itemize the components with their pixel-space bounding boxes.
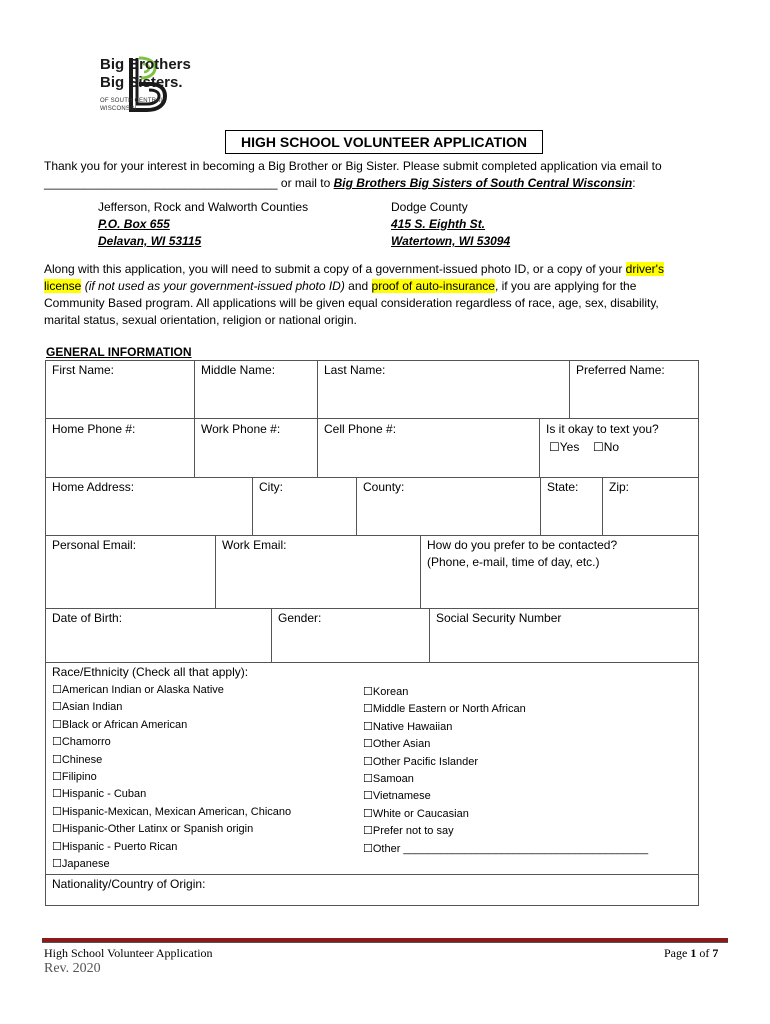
state-cell[interactable]: State: xyxy=(540,477,603,536)
race-option-checkbox[interactable]: ☐White or Caucasian xyxy=(363,807,469,820)
preferred-name-cell[interactable]: Preferred Name: xyxy=(569,360,699,419)
gender-cell[interactable]: Gender: xyxy=(271,608,430,663)
text-yes-checkbox[interactable]: ☐Yes xyxy=(549,440,580,454)
race-option-checkbox[interactable]: ☐Chinese xyxy=(52,753,103,766)
contact-pref-cell[interactable]: How do you prefer to be contacted? (Phone, e-mail, time of day, etc.) xyxy=(420,535,699,609)
race-option-checkbox[interactable]: ☐Other Asian xyxy=(363,738,431,751)
page-title: HIGH SCHOOL VOLUNTEER APPLICATION xyxy=(225,130,543,154)
race-option-checkbox[interactable]: ☐Vietnamese xyxy=(363,790,431,803)
revision-label: Rev. 2020 xyxy=(44,961,101,976)
logo-subtitle: OF SOUTH CENTRAL WISCONSIN xyxy=(100,98,164,112)
requirements-paragraph: Along with this application, you will need to submit a copy of a government-issued photo ID, or a copy of your driver's license (if not used as your government-issued photo ID) and proof of auto-insurance, if you are applying for the Community Based program. All applications will be given equal consideration regardless of race, age, sex, disability, marital status, sexual orientation, religion or national origin. xyxy=(44,262,664,327)
section-heading: GENERAL INFORMATION xyxy=(46,345,192,359)
ssn-cell[interactable]: Social Security Number xyxy=(429,608,699,663)
logo-text-line1: Big Brothers xyxy=(100,56,191,73)
dob-cell[interactable]: Date of Birth: xyxy=(45,608,272,663)
address-right: Dodge County 415 S. Eighth St. Watertown, WI 53094 xyxy=(391,200,511,248)
race-option-checkbox[interactable]: ☐Hispanic-Other Latinx or Spanish origin xyxy=(52,823,254,836)
race-option-checkbox[interactable]: ☐Other ________________________________________ xyxy=(363,842,649,855)
race-option-checkbox[interactable]: ☐Native Hawaiian xyxy=(363,720,453,733)
race-option-checkbox[interactable]: ☐Filipino xyxy=(52,770,97,783)
race-cell: Race/Ethnicity (Check all that apply): xyxy=(45,662,699,875)
race-option-checkbox[interactable]: ☐Hispanic - Puerto Rican xyxy=(52,840,178,853)
logo-text-line2: Big Sisters. xyxy=(100,74,183,91)
city-cell[interactable]: City: xyxy=(252,477,357,536)
page-number: Page 1 of 7 xyxy=(664,946,719,960)
intro-line2: ___________________________________ or mail to Big Brothers Big Sisters of South Central Wisconsin: xyxy=(44,176,636,190)
footer-rule-thin xyxy=(42,942,728,943)
home-address-cell[interactable]: Home Address: xyxy=(45,477,253,536)
first-name-cell[interactable]: First Name: xyxy=(45,360,195,419)
race-option-checkbox[interactable]: ☐Other Pacific Islander xyxy=(363,755,479,768)
race-option-checkbox[interactable]: ☐Hispanic-Mexican, Mexican American, Chicano xyxy=(52,805,292,818)
race-option-checkbox[interactable]: ☐Korean xyxy=(363,686,409,698)
race-option-checkbox[interactable]: ☐Prefer not to say xyxy=(363,825,454,838)
work-email-cell[interactable]: Work Email: xyxy=(215,535,421,609)
middle-name-cell[interactable]: Middle Name: xyxy=(194,360,318,419)
race-right-list xyxy=(363,684,648,858)
home-phone-cell[interactable]: Home Phone #: xyxy=(45,418,195,478)
footer-doc-title: High School Volunteer Application xyxy=(44,946,213,960)
race-option-checkbox[interactable]: ☐Japanese xyxy=(52,857,110,870)
intro-line1: Thank you for your interest in becoming a Big Brother or Big Sister. Please submit completed application via email to xyxy=(44,159,662,173)
nationality-cell[interactable]: Nationality/Country of Origin: xyxy=(52,877,206,891)
org-name: Big Brothers Big Sisters of South Central Wisconsin xyxy=(333,176,633,190)
race-option-checkbox[interactable]: ☐Middle Eastern or North African xyxy=(363,703,526,716)
race-option-checkbox[interactable]: ☐Samoan xyxy=(363,772,414,785)
race-option-checkbox[interactable]: ☐Black or African American xyxy=(52,718,188,731)
race-option-checkbox[interactable]: ☐Asian Indian xyxy=(52,701,123,714)
work-phone-cell[interactable]: Work Phone #: xyxy=(194,418,318,478)
race-option-checkbox[interactable]: ☐American Indian or Alaska Native xyxy=(52,684,224,696)
zip-cell[interactable]: Zip: xyxy=(602,477,699,536)
race-option-checkbox[interactable]: ☐Chamorro xyxy=(52,736,111,749)
cell-phone-cell[interactable]: Cell Phone #: xyxy=(317,418,540,478)
county-cell[interactable]: County: xyxy=(356,477,541,536)
address-left: Jefferson, Rock and Walworth Counties P.O. Box 655 Delavan, WI 53115 xyxy=(98,200,309,248)
last-name-cell[interactable]: Last Name: xyxy=(317,360,570,419)
race-left-list xyxy=(52,682,291,873)
text-ok-cell: Is it okay to text you? ☐Yes ☐No xyxy=(539,418,699,478)
race-option-checkbox[interactable]: ☐Hispanic - Cuban xyxy=(52,788,147,801)
text-no-checkbox[interactable]: ☐No xyxy=(593,440,620,454)
personal-email-cell[interactable]: Personal Email: xyxy=(45,535,216,609)
